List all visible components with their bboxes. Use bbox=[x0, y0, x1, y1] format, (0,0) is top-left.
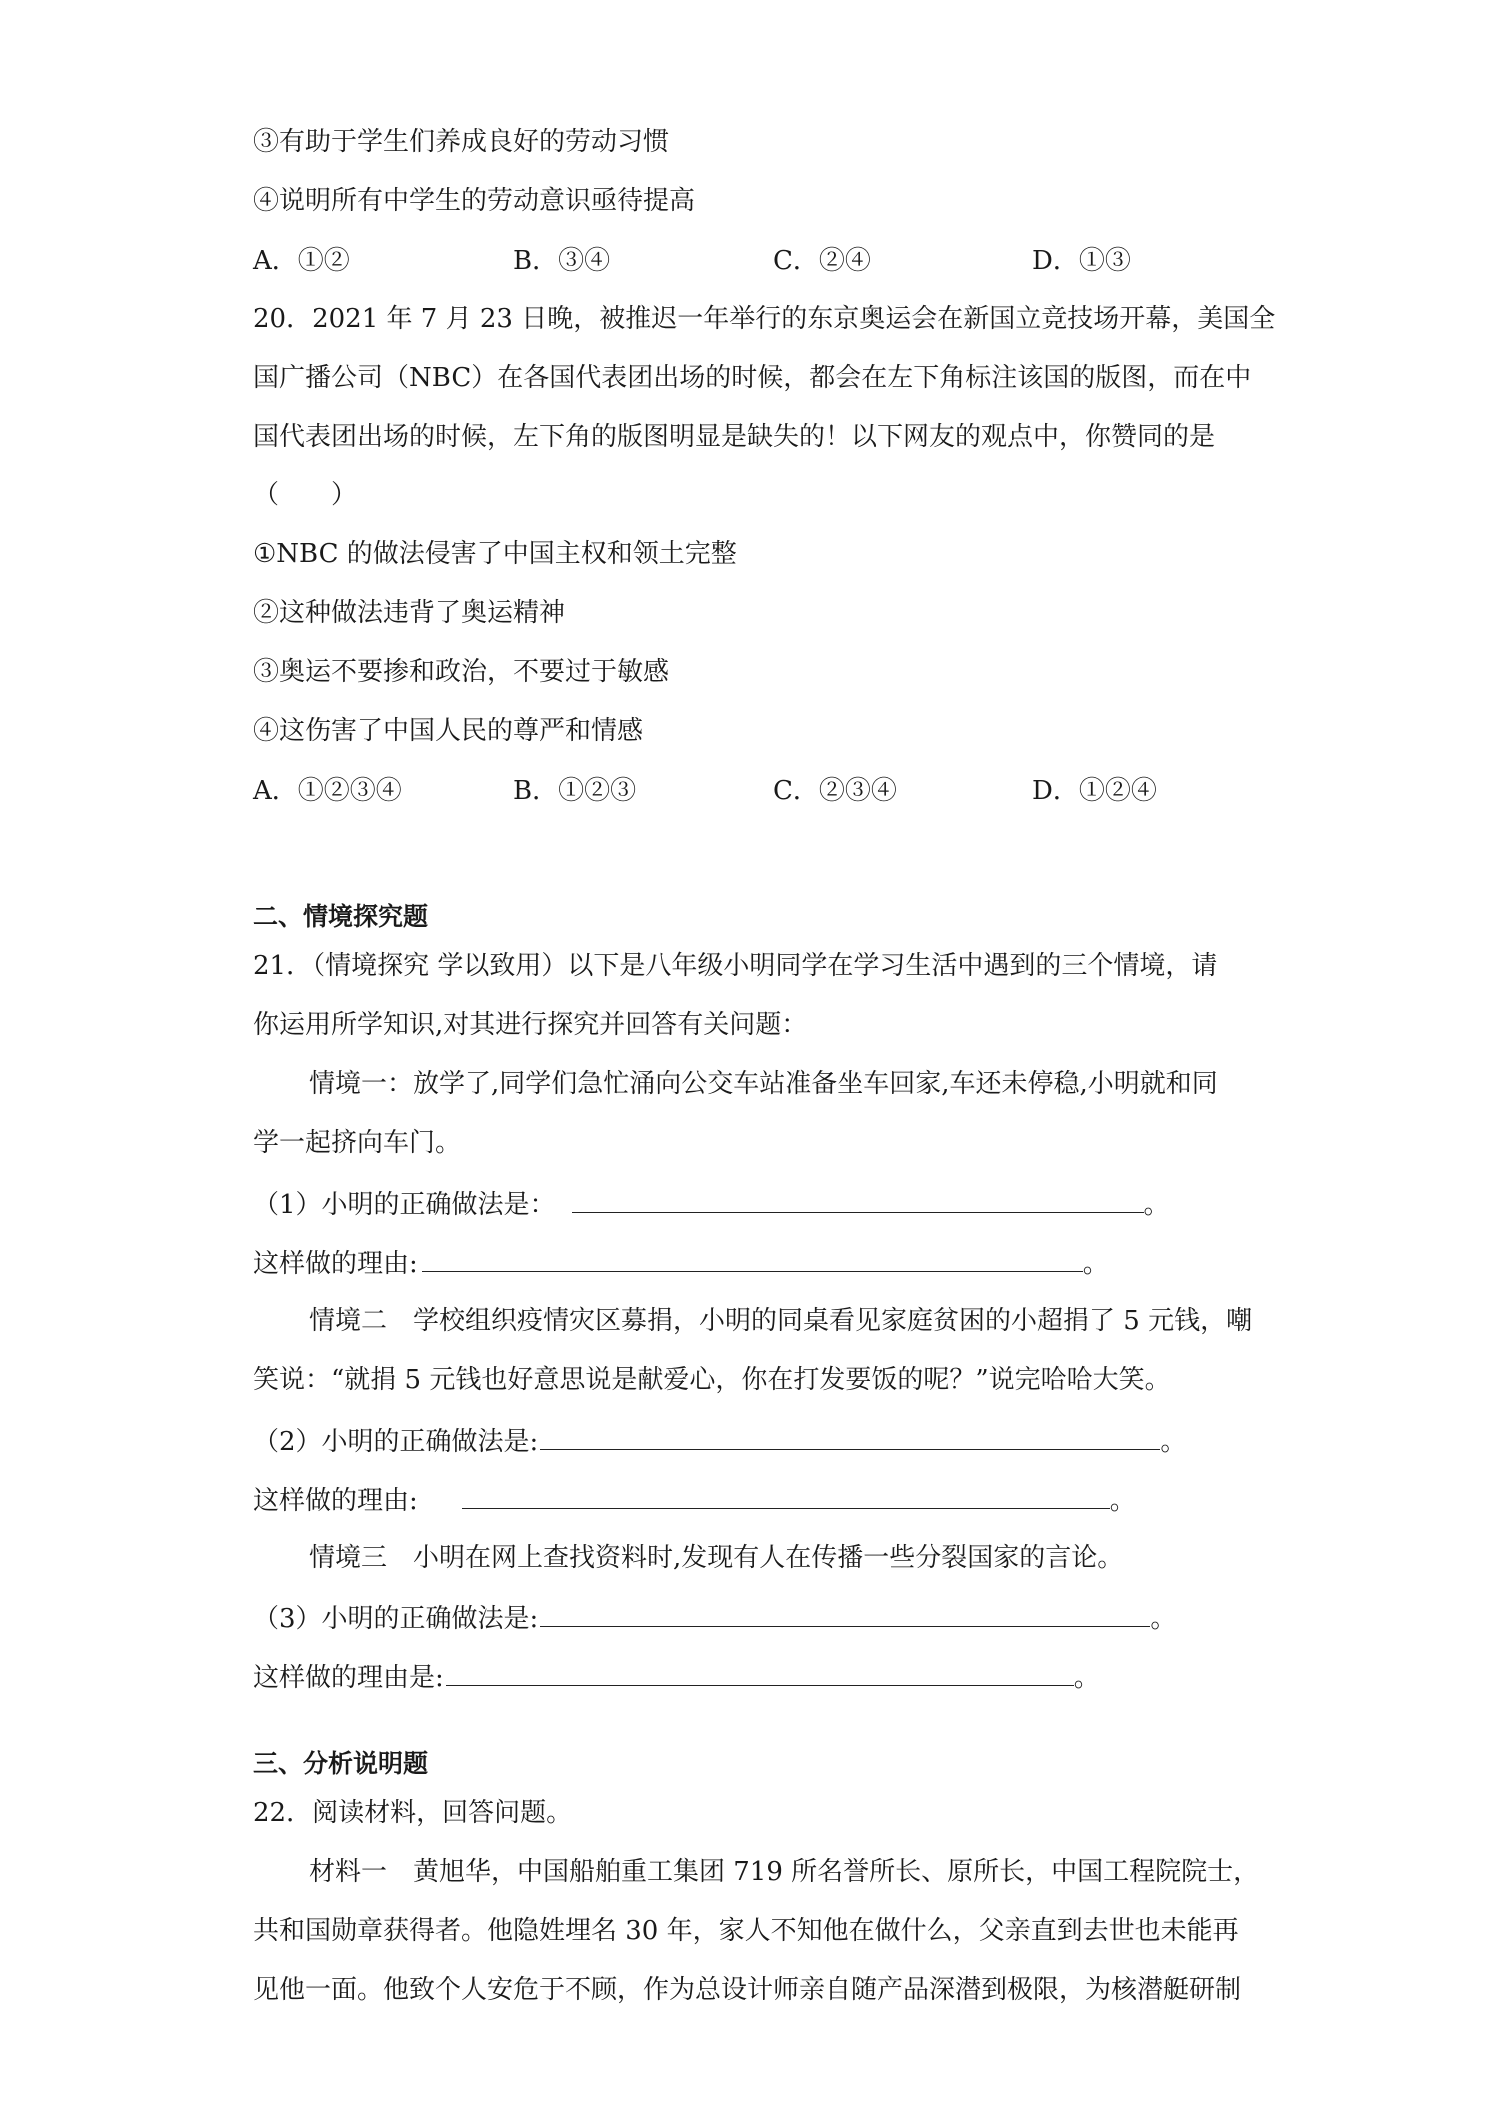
situation-1-line-2: 学一起挤向车门。 bbox=[253, 1128, 462, 1158]
reason-2-line bbox=[253, 1482, 1136, 1518]
reason-1-line bbox=[253, 1245, 1109, 1281]
reason-1-blank[interactable] bbox=[422, 1245, 1083, 1272]
reason-2-end: 。 bbox=[1109, 1486, 1136, 1516]
reason-1-label: 这样做的理由: bbox=[253, 1249, 418, 1279]
material-1-line-2: 共和国勋章获得者。他隐姓埋名 30 年，家人不知他在做什么，父亲直到去世也未能再 bbox=[253, 1916, 1239, 1946]
q20-stem-line-3: 国代表团出场的时候，左下角的版图明显是缺失的！以下网友的观点中，你赞同的是 bbox=[253, 422, 1216, 452]
situation-3-line: 情境三 小明在网上查找资料时,发现有人在传播一些分裂国家的言论。 bbox=[309, 1543, 1124, 1573]
q20-option-c: C．②③④ bbox=[773, 776, 897, 806]
reason-1-end: 。 bbox=[1082, 1249, 1109, 1279]
q19-option-a: A．①② bbox=[253, 246, 350, 276]
q20-statement-1: ①NBC 的做法侵害了中国主权和领土完整 bbox=[253, 539, 737, 569]
reason-2-blank[interactable] bbox=[462, 1482, 1110, 1509]
situation-2-line-1: 情境二 学校组织疫情灾区募捐，小明的同桌看见家庭贫困的小超捐了 5 元钱，嘲 bbox=[309, 1306, 1253, 1336]
answer-3-label: （3）小明的正确做法是: bbox=[253, 1604, 539, 1634]
q20-option-b: B．①②③ bbox=[513, 776, 637, 806]
situation-2-line-2: 笑说：“就捐 5 元钱也好意思说是献爱心，你在打发要饭的呢？”说完哈哈大笑。 bbox=[253, 1365, 1171, 1395]
section-3-title: 三、分析说明题 bbox=[253, 1749, 429, 1778]
q21-stem-line-1: 21．（情境探究 学以致用）以下是八年级小明同学在学习生活中遇到的三个情境，请 bbox=[253, 951, 1218, 981]
q22-stem: 22．阅读材料，回答问题。 bbox=[253, 1798, 573, 1828]
q20-stem-line-2: 国广播公司（NBC）在各国代表团出场的时候，都会在左下角标注该国的版图，而在中 bbox=[253, 363, 1252, 393]
q20-option-d: D．①②④ bbox=[1032, 776, 1157, 806]
q19-option-c: C．②④ bbox=[773, 246, 871, 276]
q19-option-b: B．③④ bbox=[513, 246, 611, 276]
answer-1-end: 。 bbox=[1143, 1190, 1170, 1220]
situation-1-line-1: 情境一：放学了,同学们急忙涌向公交车站准备坐车回家,车还未停稳,小明就和同 bbox=[309, 1069, 1218, 1099]
reason-3-line bbox=[253, 1659, 1100, 1695]
reason-2-label: 这样做的理由: bbox=[253, 1486, 418, 1516]
q19-option-d: D．①③ bbox=[1032, 246, 1131, 276]
answer-3-blank[interactable] bbox=[540, 1600, 1150, 1627]
reason-3-blank[interactable] bbox=[446, 1659, 1074, 1686]
answer-3-line bbox=[253, 1600, 1176, 1636]
answer-1-label: （1）小明的正确做法是： bbox=[253, 1190, 556, 1220]
q20-stem-line-1: 20．2021 年 7 月 23 日晚，被推迟一年举行的东京奥运会在新国立竞技场开幕，美国全 bbox=[253, 304, 1276, 334]
q20-statement-2: ②这种做法违背了奥运精神 bbox=[253, 598, 566, 628]
q19-statement-3: ③有助于学生们养成良好的劳动习惯 bbox=[253, 127, 670, 157]
answer-3-end: 。 bbox=[1150, 1604, 1177, 1634]
answer-1-line bbox=[253, 1186, 1170, 1222]
q21-stem-line-2: 你运用所学知识,对其进行探究并回答有关问题： bbox=[253, 1010, 808, 1040]
answer-2-end: 。 bbox=[1160, 1427, 1187, 1457]
q20-option-a: A．①②③④ bbox=[253, 776, 402, 806]
material-1-line-3: 见他一面。他致个人安危于不顾，作为总设计师亲自随产品深潜到极限，为核潜艇研制 bbox=[253, 1975, 1242, 2005]
answer-1-blank[interactable] bbox=[572, 1186, 1144, 1213]
answer-2-label: （2）小明的正确做法是: bbox=[253, 1427, 539, 1457]
q20-answer-paren: （ ） bbox=[253, 480, 358, 510]
q20-statement-4: ④这伤害了中国人民的尊严和情感 bbox=[253, 716, 644, 746]
reason-3-end: 。 bbox=[1073, 1663, 1100, 1693]
material-1-line-1: 材料一 黄旭华，中国船舶重工集团 719 所名誉所长、原所长，中国工程院院士， bbox=[309, 1857, 1260, 1887]
q20-statement-3: ③奥运不要掺和政治，不要过于敏感 bbox=[253, 657, 670, 687]
answer-2-blank[interactable] bbox=[540, 1423, 1160, 1450]
answer-2-line bbox=[253, 1423, 1186, 1459]
q19-statement-4: ④说明所有中学生的劳动意识亟待提高 bbox=[253, 186, 696, 216]
reason-3-label: 这样做的理由是: bbox=[253, 1663, 444, 1693]
section-2-title: 二、情境探究题 bbox=[253, 902, 429, 931]
